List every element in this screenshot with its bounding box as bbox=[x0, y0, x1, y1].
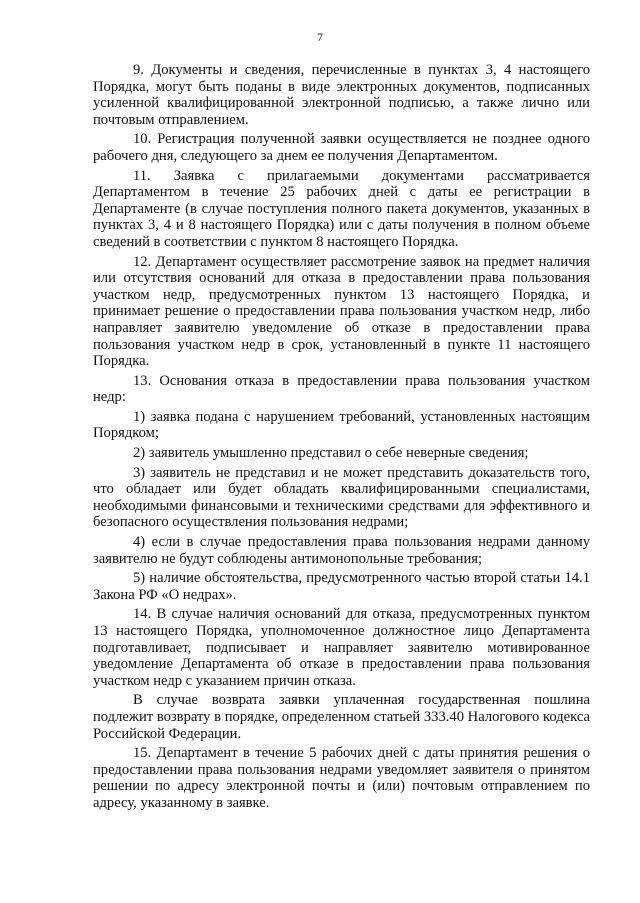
paragraph-12: 12. Департамент осуществляет рассмотрение заявок на предмет наличия или отсутствия оснований для отказа в предоставлении права пользования участком недр, предусмотренных пунктом 13 настоящего Порядка, и принимает решение о предоставлении права пользования участком недр, либо направляет заявителю уведомление об отказе в предоставлении права пользования участком недр в срок, установленный в пункте 11 настоящего Порядка. bbox=[93, 253, 590, 370]
paragraph-14-refund: В случае возврата заявки уплаченная государственная пошлина подлежит возврату в порядке, определенном статьей 333.40 Налогового кодекса Российской Федерации. bbox=[93, 692, 590, 742]
paragraph-10: 10. Регистрация полученной заявки осуществляется не позднее одного рабочего дня, следующего за днем ее получения Департаментом. bbox=[93, 131, 590, 164]
paragraph-15: 15. Департамент в течение 5 рабочих дней с даты принятия решения о предоставлении права пользования недрами уведомляет заявителя о принятом решении по адресу электронной почты и (или) почтовым отправлением по адресу, указанному в заявке. bbox=[93, 745, 590, 811]
paragraph-14: 14. В случае наличия оснований для отказа, предусмотренных пунктом 13 настоящего Порядка, уполномоченное должностное лицо Департамента подготавливает, подписывает и направляет заявителю мотивированное уведомление Департамента об отказе в предоставлении права пользования участком недр с указанием причин отказа. bbox=[93, 606, 590, 689]
paragraph-13: 13. Основания отказа в предоставлении права пользования участком недр: bbox=[93, 372, 590, 406]
list-item-2: 2) заявитель умышленно представил о себе неверные сведения; bbox=[133, 445, 529, 462]
page-number: 7 bbox=[317, 30, 323, 44]
list-item-4: 4) если в случае предоставления права пользования недрами данному заявителю не будут соблюдены антимонопольные требования; bbox=[93, 534, 590, 567]
paragraph-11: 11. Заявка с прилагаемыми документами рассматривается Департаментом в течение 25 рабочих дней с даты ее регистрации в Департаменте (в случае поступления полного пакета документов, указанных в пунктах 3, 4 и 8 настоящего Порядка) или с даты получения в полном объеме сведений в соответствии с пунктом 8 настоящего Порядка. bbox=[93, 167, 590, 250]
paragraph-9: 9. Документы и сведения, перечисленные в пунктах 3, 4 настоящего Порядка, могут быть поданы в виде электронных документов, подписанных усиленной квалифицированной электронной подписью, а также лично или почтовым отправлением. bbox=[93, 62, 590, 128]
document-body bbox=[93, 62, 590, 812]
list-item-1: 1) заявка подана с нарушением требований, установленных настоящим Порядком; bbox=[93, 408, 590, 442]
list-item-5: 5) наличие обстоятельства, предусмотренного частью второй статьи 14.1 Закона РФ «О недрах». bbox=[93, 570, 590, 603]
list-item-3: 3) заявитель не представил и не может представить доказательств того, что обладает или будет обладать квалифицированными специалистами, необходимыми финансовыми и техническими средствами для эффективного и безопасного осуществления пользования недрами; bbox=[93, 464, 590, 531]
